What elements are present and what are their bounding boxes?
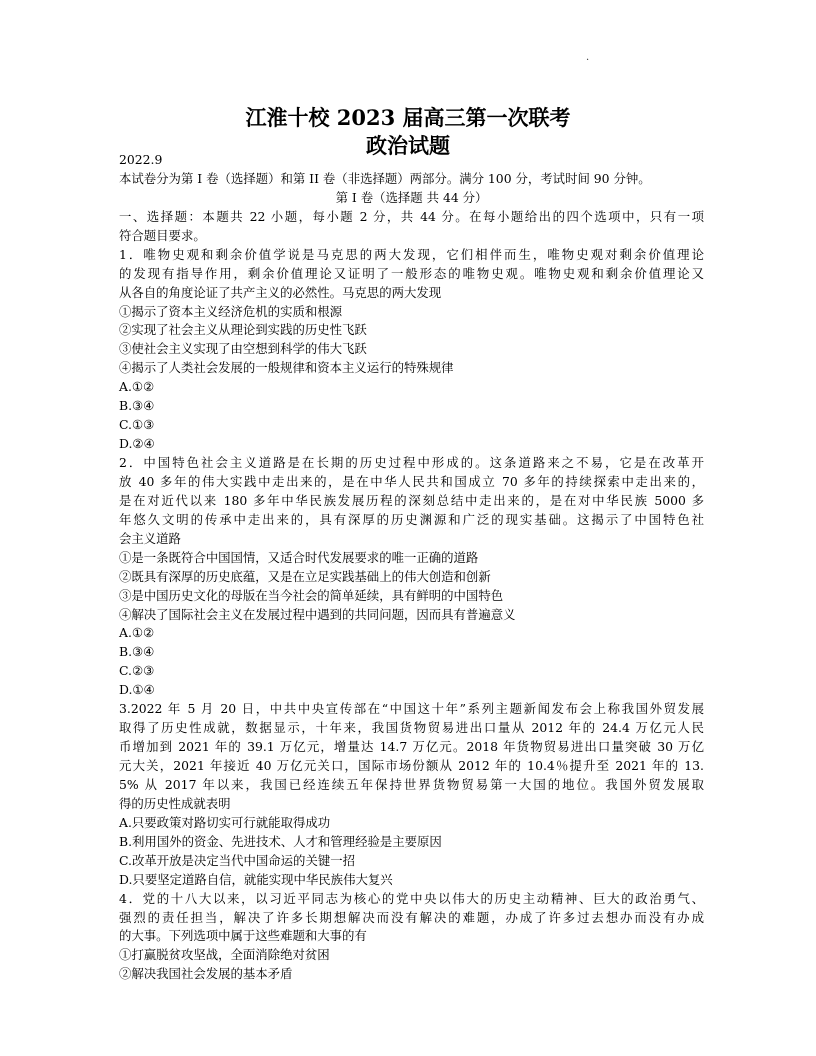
q4-statement: ①打赢脱贫攻坚战，全面消除绝对贫困 bbox=[119, 947, 330, 963]
exam-subtitle: 政治试题 bbox=[366, 133, 450, 158]
q1-stem-line: 的发现有指导作用，剩余价值理论又证明了一般形态的唯物史观。唯物史观和剩余价值理论又 bbox=[119, 265, 704, 281]
q2-statement: ③是中国历史文化的母版在当今社会的简单延续，具有鲜明的中国特色 bbox=[119, 587, 504, 603]
q4-stem-line: 的大事。下列选项中属于这些难题和大事的有 bbox=[119, 928, 367, 944]
instruction-line: 符合题目要求。 bbox=[119, 227, 206, 243]
q1-statement: ④揭示了人类社会发展的一般规律和资本主义运行的特殊规律 bbox=[119, 360, 454, 376]
q2-stem-line: 会主义道路 bbox=[119, 530, 181, 546]
q3-option-d: D.只要坚定道路自信，就能实现中华民族伟大复兴 bbox=[119, 871, 393, 887]
q3-stem-line: 取得了历史性成就，数据显示，十年来，我国货物贸易进出口量从 2012 年的 24.4 万亿元人民 bbox=[119, 720, 704, 736]
q1-option-d: D.②④ bbox=[119, 436, 155, 452]
q3-stem-line: 币增加到 2021 年的 39.1 万亿元，增量达 14.7 万亿元。2018 年货物贸易进出口量突破 30 万亿 bbox=[119, 739, 704, 755]
section-title: 第 I 卷（选择题 共 44 分） bbox=[335, 189, 488, 205]
q1-statement: ③使社会主义实现了由空想到科学的伟大飞跃 bbox=[119, 341, 367, 357]
instruction-line: 一、选择题：本题共 22 小题，每小题 2 分，共 44 分。在每小题给出的四个选项中，只有一项 bbox=[119, 208, 704, 224]
q3-option-b: B.利用国外的资金、先进技术、人才和管理经验是主要原因 bbox=[119, 833, 442, 849]
exam-description: 本试卷分为第 I 卷（选择题）和第 II 卷（非选择题）两部分。满分 100 分，考试时间 90 分钟。 bbox=[119, 170, 651, 186]
q3-stem-line: 3.2022 年 5 月 20 日，中共中央宣传部在“中国这十年”系列主题新闻发布会上称我国外贸发展 bbox=[119, 701, 704, 717]
exam-title: 江淮十校 2023 届高三第一次联考 bbox=[245, 105, 571, 130]
q2-stem-line: 是在对近代以来 180 多年中华民族发展历程的深刻总结中走出来的，是在对中华民族 5000 多 bbox=[119, 492, 704, 508]
exam-body bbox=[119, 151, 704, 984]
q2-option-d: D.①④ bbox=[119, 682, 155, 698]
q3-option-a: A.只要政策对路切实可行就能取得成功 bbox=[119, 814, 331, 830]
corner-mark: . bbox=[586, 52, 590, 63]
q3-stem-line: 元大关，2021 年接近 40 万亿元关口，国际市场份额从 2012 年的 10.4％提升至 2021 年的 13. bbox=[119, 758, 704, 773]
q2-option-a: A.①② bbox=[119, 625, 155, 641]
q3-option-c: C.改革开放是决定当代中国命运的关键一招 bbox=[119, 852, 356, 868]
q1-statement: ①揭示了资本主义经济危机的实质和根源 bbox=[119, 303, 343, 319]
q2-stem-line: 放 40 多年的伟大实践中走出来的，是在中华人民共和国成立 70 多年的持续探索中走出来的， bbox=[119, 473, 704, 489]
q2-option-c: C.②③ bbox=[119, 663, 155, 679]
q2-statement: ④解决了国际社会主义在发展过程中遇到的共同问题，因而具有普遍意义 bbox=[119, 606, 516, 622]
q3-stem-line: 5% 从 2017 年以来，我国已经连续五年保持世界货物贸易第一大国的地位。我国外贸发展取 bbox=[119, 776, 704, 792]
q1-option-b: B.③④ bbox=[119, 398, 155, 414]
q2-statement: ①是一条既符合中国国情，又适合时代发展要求的唯一正确的道路 bbox=[119, 549, 479, 565]
q1-stem-line: 从各自的角度论证了共产主义的必然性。马克思的两大发现 bbox=[119, 284, 442, 300]
q1-stem-line: 1．唯物史观和剩余价值学说是马克思的两大发现，它们相伴而生，唯物史观对剩余价值理论 bbox=[119, 246, 704, 262]
exam-date: 2022.9 bbox=[119, 152, 163, 167]
q1-statement: ②实现了社会主义从理论到实践的历史性飞跃 bbox=[119, 322, 367, 338]
q3-stem-line: 得的历史性成就表明 bbox=[119, 795, 231, 811]
q4-stem-line: 强烈的责任担当，解决了许多长期想解决而没有解决的难题，办成了许多过去想办而没有办成 bbox=[119, 909, 704, 925]
q2-stem-line: 年悠久文明的传承中走出来的，具有深厚的历史渊源和广泛的现实基础。这揭示了中国特色社 bbox=[119, 511, 704, 527]
q1-option-c: C.①③ bbox=[119, 417, 155, 433]
q2-statement: ②既具有深厚的历史底蕴，又是在立足实践基础上的伟大创造和创新 bbox=[119, 568, 491, 584]
q1-option-a: A.①② bbox=[119, 379, 155, 395]
q4-statement: ②解决我国社会发展的基本矛盾 bbox=[119, 966, 293, 982]
q2-option-b: B.③④ bbox=[119, 644, 155, 660]
q2-stem-line: 2．中国特色社会主义道路是在长期的历史过程中形成的。这条道路来之不易，它是在改革开 bbox=[119, 455, 704, 470]
q4-stem-line: 4．党的十八大以来，以习近平同志为核心的党中央以伟大的历史主动精神、巨大的政治勇气、 bbox=[119, 890, 704, 906]
